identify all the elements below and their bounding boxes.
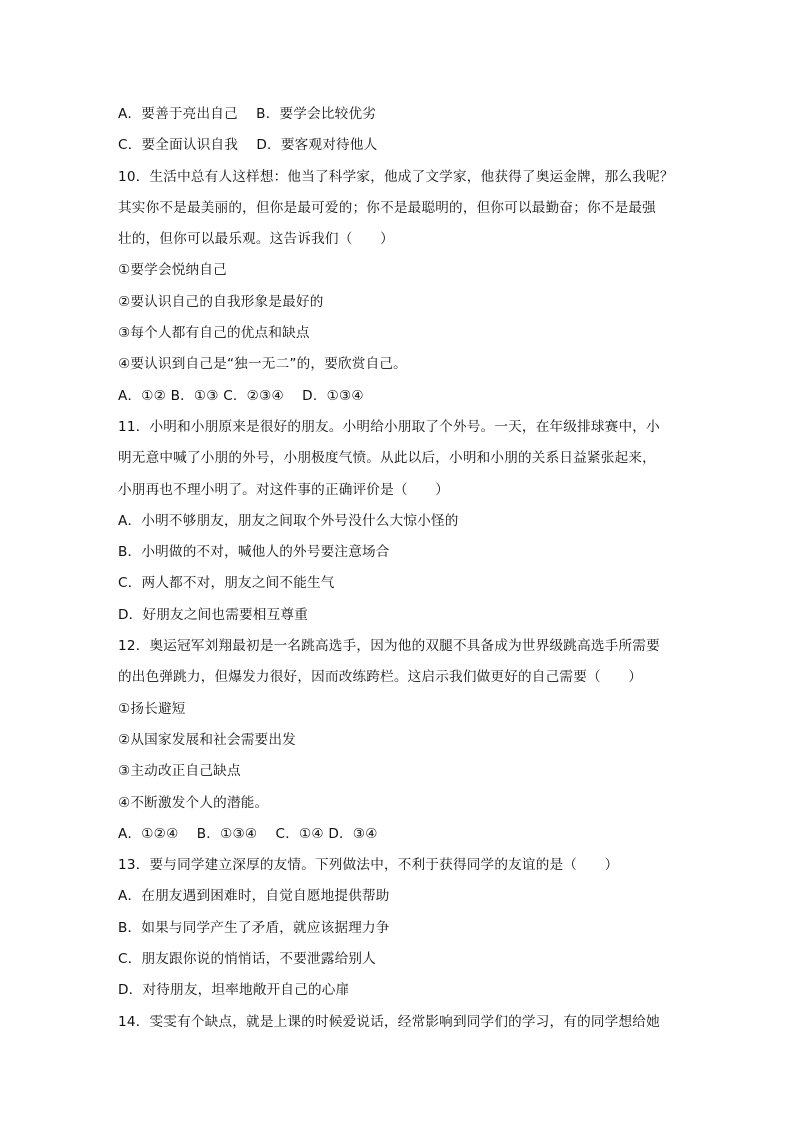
question-12-statement-1: ①扬长避短	[118, 700, 186, 717]
question-12-stem-line-2: 的出色弹跳力，但爆发力很好，因而改练跨栏。这启示我们做更好的自己需要（ ）	[118, 669, 643, 686]
option-line-q9-ab: A．要善于亮出自己 B．要学会比较优劣	[118, 106, 377, 122]
question-10-statement-2: ②要认识自己的自我形象是最好的	[118, 293, 324, 310]
question-10-statement-3: ③每个人都有自己的优点和缺点	[118, 325, 310, 342]
question-10-stem-line-1: 10．生活中总有人这样想：他当了科学家，他成了文学家，他获得了奥运金牌，那么我呢？	[118, 168, 674, 185]
question-11-stem-line-1: 11．小明和小朋原来是很好的朋友。小明给小朋取了个外号。一天，在年级排球赛中，小	[118, 418, 660, 435]
question-14-stem-line-1: 14．雯雯有个缺点，就是上课的时候爱说话，经常影响到同学们的学习，有的同学想给她	[118, 1013, 660, 1030]
question-10-statement-1: ①要学会悦纳自己	[118, 262, 227, 279]
question-13-stem: 13．要与同学建立深厚的友情。下列做法中，不利于获得同学的友谊的是（ ）	[118, 857, 619, 874]
question-13-option-d: D．对待朋友，坦率地敞开自己的心扉	[118, 982, 350, 999]
option-line-q9-cd: C．要全面认识自我 D．要客观对待他人	[118, 137, 378, 154]
question-10-stem-line-2: 其实你不是最美丽的，但你是最可爱的；你不是最聪明的，但你可以最勤奋；你不是最强	[118, 199, 656, 216]
question-10-statement-4: ④要认识到自己是“独一无二”的，要欣赏自己。	[118, 356, 407, 373]
question-13-option-c: C．朋友跟你说的悄悄话，不要泄露给别人	[118, 951, 376, 968]
question-11-stem-line-2: 明无意中喊了小朋的外号，小朋极度气愤。从此以后，小明和小朋的关系日益紧张起来，	[118, 450, 656, 467]
question-12-statement-4: ④不断激发个人的潜能。	[118, 794, 269, 811]
question-13-option-b: B．如果与同学产生了矛盾，就应该据理力争	[118, 919, 390, 936]
question-10-stem-line-3: 壮的，但你可以最乐观。这告诉我们（ ）	[118, 231, 394, 248]
question-10-options: A．①② B．①③ C．②③④ D．①③④	[118, 387, 364, 404]
question-12-statement-3: ③主动改正自己缺点	[118, 763, 241, 780]
question-11-stem-line-3: 小朋再也不理小明了。对这件事的正确评价是（ ）	[118, 481, 450, 498]
question-11-option-c: C．两人都不对，朋友之间不能生气	[118, 575, 335, 592]
question-11-option-a: A．小明不够朋友，朋友之间取个外号没什么大惊小怪的	[118, 512, 459, 529]
question-11-option-b: B．小明做的不对，喊他人的外号要注意场合	[118, 544, 390, 561]
question-11-option-d: D．好朋友之间也需要相互尊重	[118, 606, 308, 623]
question-12-options: A．①②④ B．①③④ C．①④ D．③④	[118, 825, 378, 842]
question-12-statement-2: ②从国家发展和社会需要出发	[118, 731, 296, 748]
question-13-option-a: A．在朋友遇到困难时，自觉自愿地提供帮助	[118, 888, 390, 905]
question-content	[118, 99, 678, 1038]
question-12-stem-line-1: 12．奥运冠军刘翔最初是一名跳高选手，因为他的双腿不具备成为世界级跳高选手所需要	[118, 638, 660, 655]
